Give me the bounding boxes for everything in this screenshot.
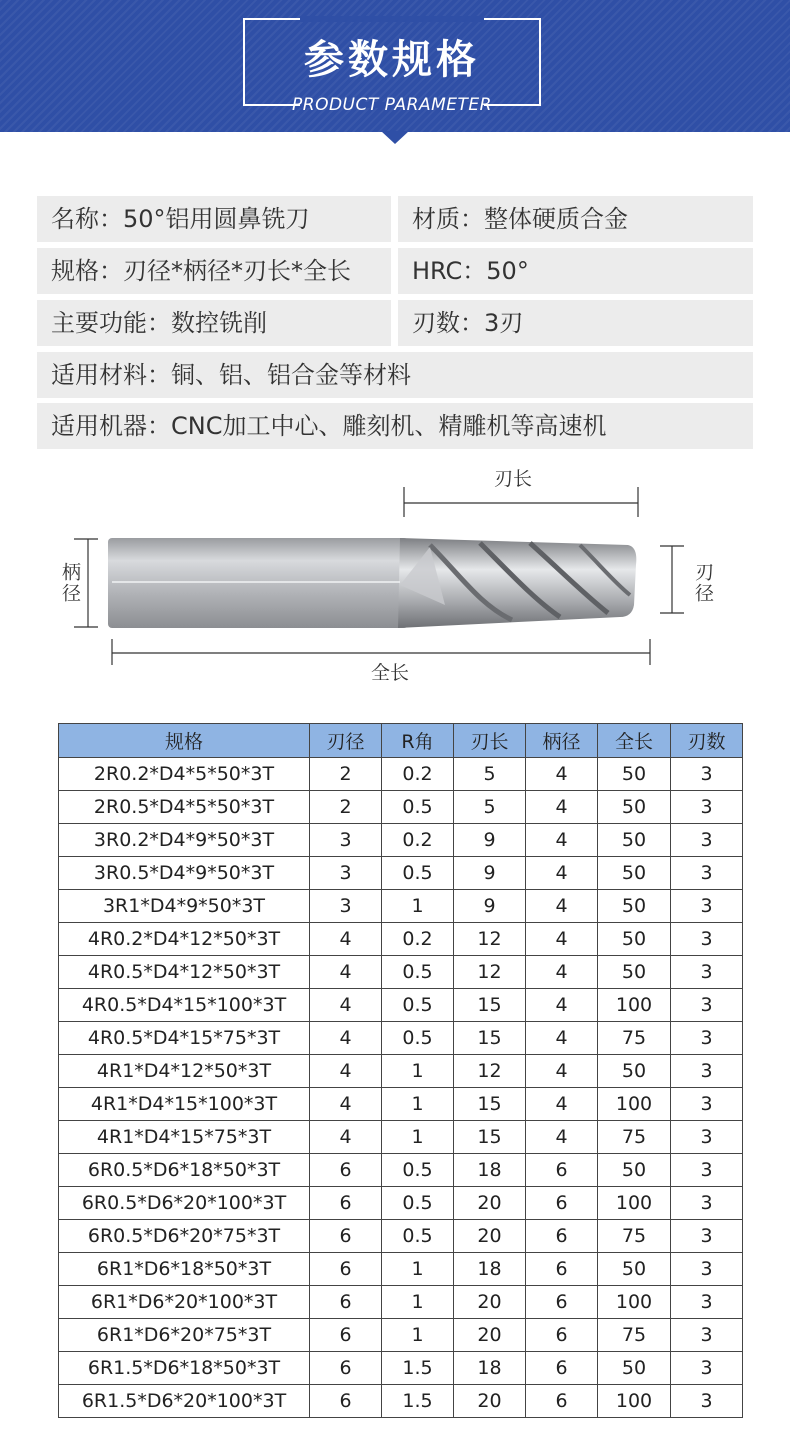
cell-overall-length: 50	[598, 1253, 671, 1286]
cell-shank-diameter: 4	[526, 1088, 598, 1121]
cell-flute-length: 5	[454, 758, 526, 791]
cell-spec: 6R0.5*D6*18*50*3T	[59, 1154, 310, 1187]
cell-spec: 6R1.5*D6*20*100*3T	[59, 1385, 310, 1418]
cell-cutting-diameter: 4	[310, 989, 382, 1022]
cell-spec: 4R0.5*D4*15*100*3T	[59, 989, 310, 1022]
cell-shank-diameter: 6	[526, 1385, 598, 1418]
cell-spec: 4R1*D4*15*75*3T	[59, 1121, 310, 1154]
cell-spec: 4R0.5*D4*15*75*3T	[59, 1022, 310, 1055]
cell-flute-length: 12	[454, 1055, 526, 1088]
table-row	[59, 1088, 743, 1121]
cell-shank-diameter: 6	[526, 1220, 598, 1253]
cell-corner-radius: 1.5	[382, 1352, 454, 1385]
cell-corner-radius: 0.5	[382, 857, 454, 890]
cell-overall-length: 75	[598, 1121, 671, 1154]
cell-flute-length: 20	[454, 1187, 526, 1220]
cell-shank-diameter: 6	[526, 1352, 598, 1385]
cell-flute-length: 20	[454, 1319, 526, 1352]
cell-overall-length: 100	[598, 1088, 671, 1121]
cell-overall-length: 75	[598, 1022, 671, 1055]
cell-overall-length: 50	[598, 1055, 671, 1088]
cell-overall-length: 100	[598, 1385, 671, 1418]
spec-table	[58, 723, 743, 1418]
table-row	[59, 956, 743, 989]
cell-flutes: 3	[671, 1319, 743, 1352]
info-applicable-materials: 适用材料：铜、铝、铝合金等材料	[37, 352, 753, 398]
table-row	[59, 890, 743, 923]
cell-flutes: 3	[671, 1253, 743, 1286]
table-row	[59, 1154, 743, 1187]
cell-flutes: 3	[671, 923, 743, 956]
table-row	[59, 1352, 743, 1385]
cell-cutting-diameter: 4	[310, 1055, 382, 1088]
cell-cutting-diameter: 4	[310, 956, 382, 989]
table-row	[59, 1022, 743, 1055]
info-material: 材质：整体硬质合金	[398, 196, 753, 242]
page-title: 参数规格	[304, 37, 480, 83]
cell-corner-radius: 0.5	[382, 791, 454, 824]
cell-flutes: 3	[671, 956, 743, 989]
cell-flutes: 3	[671, 1055, 743, 1088]
cell-shank-diameter: 6	[526, 1319, 598, 1352]
cell-corner-radius: 0.5	[382, 989, 454, 1022]
cell-flutes: 3	[671, 1088, 743, 1121]
cell-cutting-diameter: 4	[310, 1088, 382, 1121]
table-row	[59, 1319, 743, 1352]
cell-flutes: 3	[671, 1286, 743, 1319]
table-row	[59, 1187, 743, 1220]
cell-corner-radius: 0.2	[382, 923, 454, 956]
table-row	[59, 1220, 743, 1253]
cell-flute-length: 20	[454, 1286, 526, 1319]
cell-cutting-diameter: 3	[310, 857, 382, 890]
cell-flute-length: 20	[454, 1385, 526, 1418]
cell-corner-radius: 1	[382, 1319, 454, 1352]
cell-flute-length: 12	[454, 923, 526, 956]
header-banner	[0, 0, 790, 132]
cell-spec: 4R0.2*D4*12*50*3T	[59, 923, 310, 956]
cell-flutes: 3	[671, 1154, 743, 1187]
cell-flutes: 3	[671, 1187, 743, 1220]
info-spec: 规格：刃径*柄径*刃长*全长	[37, 248, 391, 294]
table-header-row	[59, 724, 743, 758]
cell-flute-length: 18	[454, 1253, 526, 1286]
cell-flute-length: 15	[454, 1022, 526, 1055]
cell-corner-radius: 1	[382, 1253, 454, 1286]
header-flutes: 刃数	[671, 724, 743, 758]
header-cutting-diameter: 刃径	[310, 724, 382, 758]
cell-shank-diameter: 4	[526, 1022, 598, 1055]
cell-spec: 3R1*D4*9*50*3T	[59, 890, 310, 923]
cell-shank-diameter: 6	[526, 1187, 598, 1220]
cell-corner-radius: 0.5	[382, 1022, 454, 1055]
header-spec: 规格	[59, 724, 310, 758]
table-row	[59, 758, 743, 791]
cell-overall-length: 50	[598, 890, 671, 923]
header-shank-diameter: 柄径	[526, 724, 598, 758]
cell-cutting-diameter: 6	[310, 1385, 382, 1418]
cell-corner-radius: 1.5	[382, 1385, 454, 1418]
info-function: 主要功能：数控铣削	[37, 300, 391, 346]
cell-shank-diameter: 6	[526, 1154, 598, 1187]
cell-spec: 6R1*D6*20*75*3T	[59, 1319, 310, 1352]
table-row	[59, 1055, 743, 1088]
cell-corner-radius: 0.2	[382, 758, 454, 791]
shank-diameter-label: 柄径	[59, 562, 81, 604]
info-flutes: 刃数：3刃	[398, 300, 753, 346]
cell-flutes: 3	[671, 758, 743, 791]
cell-cutting-diameter: 2	[310, 758, 382, 791]
cell-flute-length: 15	[454, 989, 526, 1022]
cell-spec: 6R0.5*D6*20*100*3T	[59, 1187, 310, 1220]
cell-flutes: 3	[671, 1022, 743, 1055]
cell-corner-radius: 1	[382, 1286, 454, 1319]
cell-flute-length: 9	[454, 824, 526, 857]
cell-spec: 4R0.5*D4*12*50*3T	[59, 956, 310, 989]
cell-flute-length: 18	[454, 1352, 526, 1385]
table-row	[59, 824, 743, 857]
table-row	[59, 1385, 743, 1418]
cell-cutting-diameter: 6	[310, 1154, 382, 1187]
cell-corner-radius: 0.5	[382, 1220, 454, 1253]
header-flute-length: 刃长	[454, 724, 526, 758]
cell-flutes: 3	[671, 1121, 743, 1154]
cell-corner-radius: 0.5	[382, 1187, 454, 1220]
cell-flute-length: 20	[454, 1220, 526, 1253]
cell-flute-length: 12	[454, 956, 526, 989]
cell-cutting-diameter: 6	[310, 1319, 382, 1352]
cell-corner-radius: 1	[382, 1088, 454, 1121]
cell-spec: 4R1*D4*12*50*3T	[59, 1055, 310, 1088]
table-row	[59, 989, 743, 1022]
cell-overall-length: 100	[598, 989, 671, 1022]
table-row	[59, 857, 743, 890]
cell-spec: 6R1*D6*20*100*3T	[59, 1286, 310, 1319]
cell-cutting-diameter: 3	[310, 890, 382, 923]
cell-corner-radius: 0.5	[382, 1154, 454, 1187]
header-overall-length: 全长	[598, 724, 671, 758]
cell-spec: 2R0.5*D4*5*50*3T	[59, 791, 310, 824]
cell-overall-length: 75	[598, 1319, 671, 1352]
cell-corner-radius: 1	[382, 1055, 454, 1088]
cell-spec: 4R1*D4*15*100*3T	[59, 1088, 310, 1121]
cell-spec: 3R0.5*D4*9*50*3T	[59, 857, 310, 890]
table-body	[59, 758, 743, 1418]
info-applicable-machines: 适用机器：CNC加工中心、雕刻机、精雕机等高速机	[37, 403, 753, 449]
cell-flutes: 3	[671, 1385, 743, 1418]
cell-flutes: 3	[671, 857, 743, 890]
cell-flutes: 3	[671, 890, 743, 923]
cell-overall-length: 100	[598, 1286, 671, 1319]
cell-spec: 6R0.5*D6*20*75*3T	[59, 1220, 310, 1253]
cell-flute-length: 9	[454, 857, 526, 890]
cell-cutting-diameter: 2	[310, 791, 382, 824]
cell-corner-radius: 0.2	[382, 824, 454, 857]
cell-spec: 6R1.5*D6*18*50*3T	[59, 1352, 310, 1385]
cell-shank-diameter: 4	[526, 857, 598, 890]
cell-flutes: 3	[671, 791, 743, 824]
cell-shank-diameter: 4	[526, 956, 598, 989]
cell-cutting-diameter: 3	[310, 824, 382, 857]
cell-shank-diameter: 4	[526, 890, 598, 923]
cell-cutting-diameter: 6	[310, 1253, 382, 1286]
cell-flute-length: 15	[454, 1088, 526, 1121]
cell-overall-length: 50	[598, 1154, 671, 1187]
cell-cutting-diameter: 6	[310, 1352, 382, 1385]
cell-cutting-diameter: 6	[310, 1187, 382, 1220]
cell-shank-diameter: 4	[526, 758, 598, 791]
table-row	[59, 1121, 743, 1154]
cell-flute-length: 9	[454, 890, 526, 923]
overall-length-label: 全长	[371, 662, 410, 684]
header-corner-radius: R角	[382, 724, 454, 758]
cell-overall-length: 50	[598, 923, 671, 956]
cell-overall-length: 50	[598, 1352, 671, 1385]
cell-flutes: 3	[671, 989, 743, 1022]
info-name: 名称：50°铝用圆鼻铣刀	[37, 196, 391, 242]
cell-cutting-diameter: 6	[310, 1220, 382, 1253]
cell-shank-diameter: 4	[526, 1055, 598, 1088]
cell-flutes: 3	[671, 824, 743, 857]
cell-cutting-diameter: 4	[310, 1121, 382, 1154]
cell-flute-length: 15	[454, 1121, 526, 1154]
cell-spec: 2R0.2*D4*5*50*3T	[59, 758, 310, 791]
cell-shank-diameter: 4	[526, 791, 598, 824]
cell-shank-diameter: 4	[526, 824, 598, 857]
cell-shank-diameter: 4	[526, 1121, 598, 1154]
cell-spec: 3R0.2*D4*9*50*3T	[59, 824, 310, 857]
cell-overall-length: 50	[598, 824, 671, 857]
cell-overall-length: 50	[598, 857, 671, 890]
table-row	[59, 1253, 743, 1286]
cell-spec: 6R1*D6*18*50*3T	[59, 1253, 310, 1286]
cell-shank-diameter: 4	[526, 923, 598, 956]
cell-cutting-diameter: 4	[310, 1022, 382, 1055]
cell-overall-length: 75	[598, 1220, 671, 1253]
table-row	[59, 791, 743, 824]
cell-corner-radius: 0.5	[382, 956, 454, 989]
cell-flute-length: 18	[454, 1154, 526, 1187]
cell-cutting-diameter: 4	[310, 923, 382, 956]
cell-overall-length: 50	[598, 956, 671, 989]
cell-shank-diameter: 4	[526, 989, 598, 1022]
cell-shank-diameter: 6	[526, 1286, 598, 1319]
info-hrc: HRC：50°	[398, 248, 753, 294]
cell-overall-length: 50	[598, 791, 671, 824]
cutting-diameter-label: 刃径	[692, 562, 714, 604]
cell-overall-length: 100	[598, 1187, 671, 1220]
cell-cutting-diameter: 6	[310, 1286, 382, 1319]
page-subtitle: PRODUCT PARAMETER	[292, 95, 492, 115]
banner-arrow-icon	[381, 131, 409, 144]
cell-flute-length: 5	[454, 791, 526, 824]
table-row	[59, 923, 743, 956]
flute-length-label: 刃长	[494, 468, 533, 490]
cell-shank-diameter: 6	[526, 1253, 598, 1286]
cell-corner-radius: 1	[382, 1121, 454, 1154]
table-row	[59, 1286, 743, 1319]
cell-flutes: 3	[671, 1352, 743, 1385]
cell-flutes: 3	[671, 1220, 743, 1253]
cell-corner-radius: 1	[382, 890, 454, 923]
cell-overall-length: 50	[598, 758, 671, 791]
